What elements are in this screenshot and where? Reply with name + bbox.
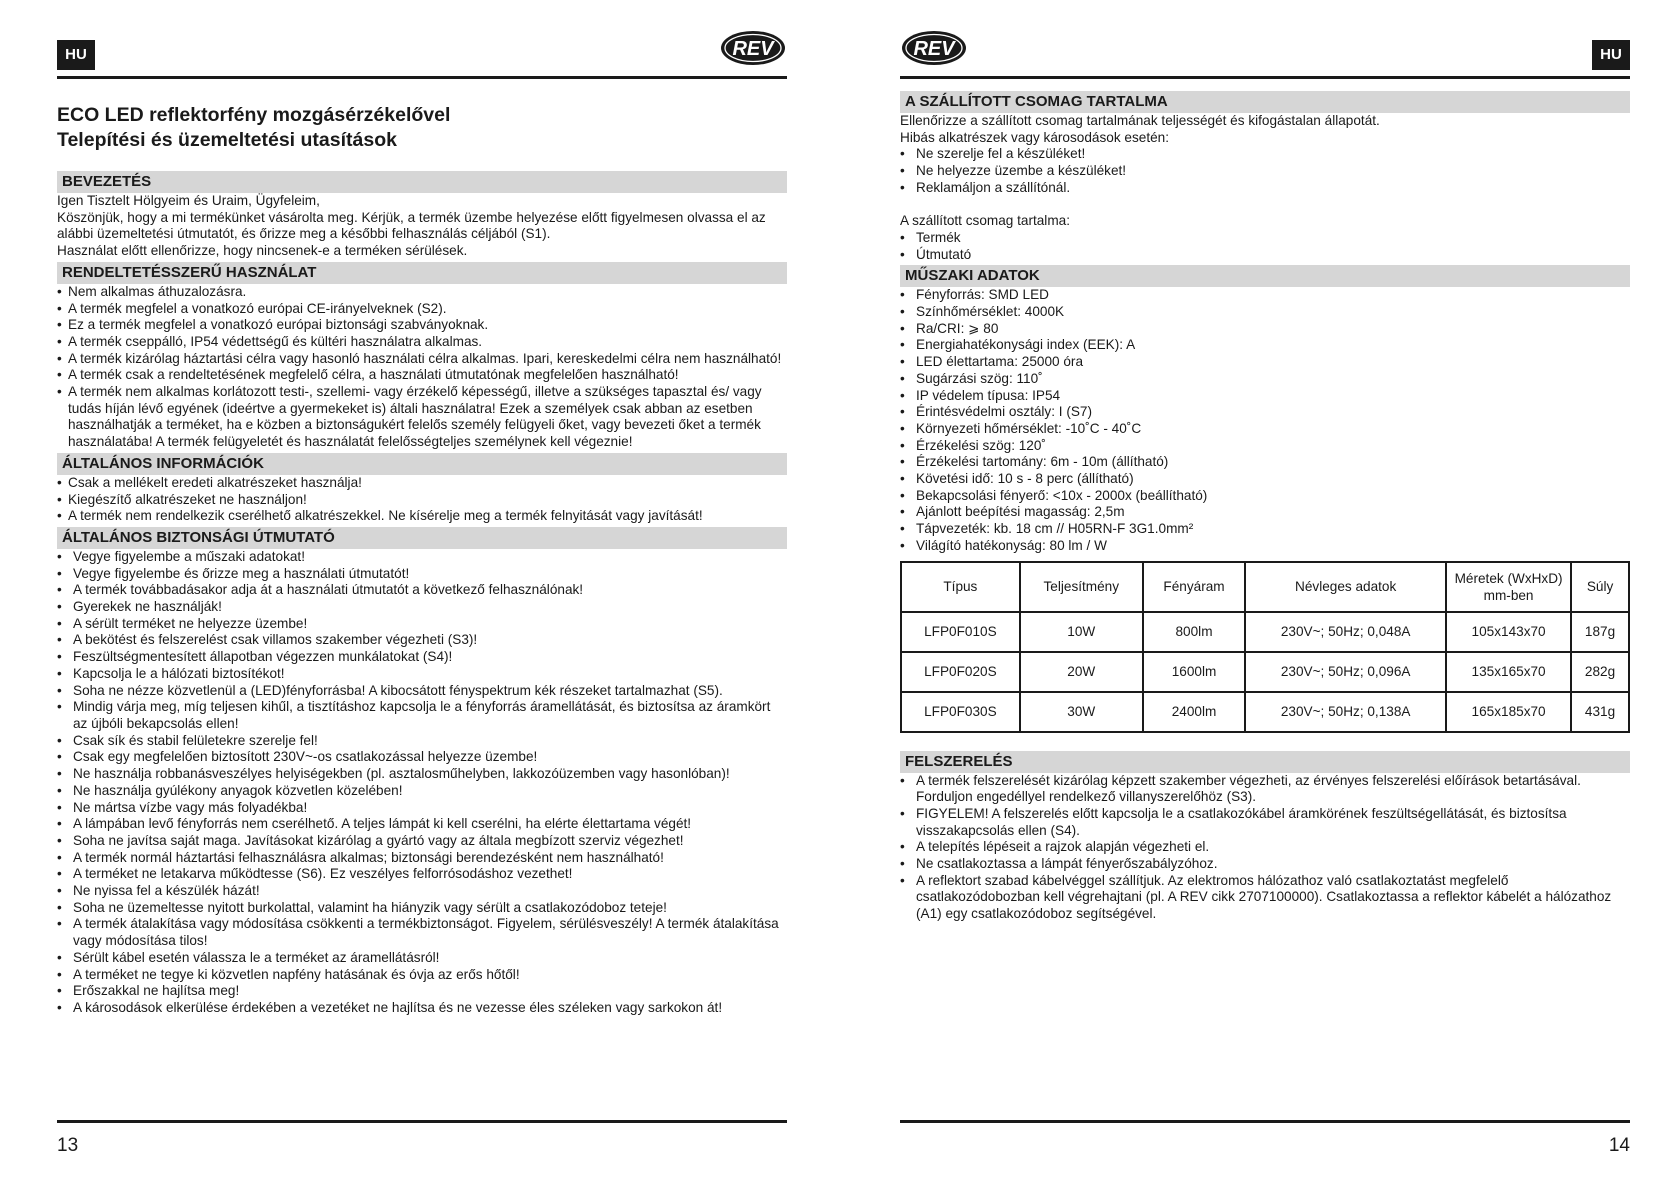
page-header <box>900 0 1630 79</box>
intro-line: Igen Tisztelt Hölgyeim és Uraim, Ügyfeleim, <box>57 193 320 208</box>
list-item: • Ne helyezze üzembe a készüléket! <box>900 163 1630 180</box>
table-cell: 187g <box>1571 612 1629 652</box>
list-item: • Soha ne javítsa saját maga. Javításokat kizárólag a gyártó vagy az általa megbízott szerviz végezhet! <box>57 833 787 850</box>
section-heading-tech: MŰSZAKI ADATOK <box>900 265 1630 287</box>
list-item: • Érintésvédelmi osztály: I (S7) <box>900 404 1630 421</box>
list-item: • A bekötést és felszerelést csak villamos szakember végezheti (S3)! <box>57 632 787 649</box>
table-row <box>901 652 1629 692</box>
package-line: Hibás alkatrészek vagy károsodások esetén: <box>900 129 1169 145</box>
table-cell: 20W <box>1020 652 1143 692</box>
table-row <box>901 612 1629 652</box>
table-cell: 800lm <box>1143 612 1245 652</box>
package-line: Ellenőrizze a szállított csomag tartalmának teljességét és kifogástalan állapotát. <box>900 113 1380 128</box>
list-item: • A károsodások elkerülése érdekében a vezetéket ne hajlítsa és ne vezesse éles széleken vagy sarkokon át! <box>57 1000 787 1017</box>
table-cell: 165x185x70 <box>1446 692 1571 732</box>
contents-list <box>900 230 1630 263</box>
list-item: • A termék csak a rendeltetésének megfelelő célra, a használati útmutatónak megfelelően használható! <box>57 367 787 384</box>
logo-text: REV <box>913 38 955 60</box>
list-item: • A sérült terméket ne helyezze üzembe! <box>57 616 787 633</box>
table-cell: LFP0F010S <box>901 612 1020 652</box>
list-item: • Sérült kábel esetén válassza le a terméket az áramellátásról! <box>57 950 787 967</box>
column-header: Fényáram <box>1143 562 1245 612</box>
left-page <box>57 0 787 1191</box>
table-cell: 431g <box>1571 692 1629 732</box>
column-header: Teljesítmény <box>1020 562 1143 612</box>
list-item: • Csak a mellékelt eredeti alkatrészeket használja! <box>57 475 787 492</box>
section-heading-package: A SZÁLLÍTOTT CSOMAG TARTALMA <box>900 91 1630 113</box>
list-item: • Ne nyissa fel a készülék házát! <box>57 883 787 900</box>
list-item: • Termék <box>900 230 1630 247</box>
list-item: • Fényforrás: SMD LED <box>900 287 1630 304</box>
safety-list <box>57 549 787 1017</box>
mounting-list <box>900 773 1630 923</box>
damage-list <box>900 146 1630 196</box>
table-cell: 105x143x70 <box>1446 612 1571 652</box>
table-cell: 2400lm <box>1143 692 1245 732</box>
list-item: • A lámpában levő fényforrás nem cserélhető. A teljes lámpát ki kell cserélni, ha elérte élettartama végét! <box>57 816 787 833</box>
general-info-list <box>57 475 787 525</box>
list-item: • Tápvezeték: kb. 18 cm // H05RN-F 3G1.0mm² <box>900 521 1630 538</box>
page-footer <box>900 1120 1630 1156</box>
right-page <box>900 0 1630 1191</box>
list-item: • A termék felszerelését kizárólag képzett szakember végezheti, az érvényes felszerelési előírások betartásával. Forduljon engedéllyel rendelkező villanyszerelőhöz (S3). <box>900 773 1630 806</box>
list-item: • A reflektort szabad kábelvéggel szállítjuk. Az elektromos hálózathoz való csatlakoztatást megfelelő csatlakozódobozban kell végrehajtani (pl. A REV cikk 2707100000). Csatlakoztassa a reflektor kábelét a hálózathoz (A1) egy csatlakozódoboz segítségével. <box>900 873 1630 923</box>
title-line-2: Telepítési és üzemeltetési utasítások <box>57 129 397 151</box>
table-cell: 135x165x70 <box>1446 652 1571 692</box>
list-item: • Érzékelési tartomány: 6m - 10m (állítható) <box>900 454 1630 471</box>
list-item: • Útmutató <box>900 247 1630 264</box>
list-item: • A telepítés lépéseit a rajzok alapján végezheti el. <box>900 839 1630 856</box>
list-item: • Környezeti hőmérséklet: -10˚C - 40˚C <box>900 421 1630 438</box>
section-heading-intended-use: RENDELTETÉSSZERŰ HASZNÁLAT <box>57 262 787 284</box>
contents-label: A szállított csomag tartalma: <box>900 213 1070 229</box>
page-footer <box>57 1120 787 1156</box>
section-heading-general-info: ÁLTALÁNOS INFORMÁCIÓK <box>57 453 787 475</box>
page-number: 14 <box>1608 1135 1630 1156</box>
page-header <box>57 0 787 79</box>
list-item: • Kapcsolja le a hálózati biztosítékot! <box>57 666 787 683</box>
table-cell: 230V~; 50Hz; 0,138A <box>1245 692 1446 732</box>
intended-use-list <box>57 284 787 451</box>
list-item: • Energiahatékonysági index (EEK): A <box>900 337 1630 354</box>
intro-line: Használat előtt ellenőrizze, hogy nincsenek-e a terméken sérülések. <box>57 243 468 259</box>
list-item: • Világító hatékonyság: 80 lm / W <box>900 538 1630 555</box>
list-item: • Csak sík és stabil felületekre szerelje fel! <box>57 733 787 750</box>
list-item: • Érzékelési szög: 120˚ <box>900 438 1630 455</box>
list-item: • A termék normál háztartási felhasználásra alkalmas; biztonsági berendezésként nem használható! <box>57 850 787 867</box>
list-item: • Reklamáljon a szállítónál. <box>900 180 1630 197</box>
list-item: • A termék cseppálló, IP54 védettségű és kültéri használatra alkalmas. <box>57 334 787 351</box>
table-cell: 282g <box>1571 652 1629 692</box>
list-item: • Gyerekek ne használják! <box>57 599 787 616</box>
list-item: • Kiegészítő alkatrészeket ne használjon! <box>57 492 787 509</box>
list-item: • Soha ne üzemeltesse nyitott burkolattal, valamint ha hiányzik vagy sérült a csatlakozódoboz teteje! <box>57 900 787 917</box>
table-row <box>901 692 1629 732</box>
language-badge: HU <box>57 40 95 70</box>
list-item: • Vegye figyelembe a műszaki adatokat! <box>57 549 787 566</box>
page-number: 13 <box>57 1135 79 1156</box>
table-cell: 1600lm <box>1143 652 1245 692</box>
list-item: • Mindig várja meg, míg teljesen kihűl, a tisztításhoz kapcsolja le a fényforrás áramellátását, és biztosítsa az áramkört az újbóli bekapcsolás ellen! <box>57 699 787 732</box>
list-item: • Ez a termék megfelel a vonatkozó európai biztonsági szabványoknak. <box>57 317 787 334</box>
list-item: • Sugárzási szög: 110˚ <box>900 371 1630 388</box>
list-item: • A termék kizárólag háztartási célra vagy hasonló használati célra alkalmas. Ipari, kereskedelmi célra nem használható! <box>57 351 787 368</box>
list-item: • Ra/CRI: ⩾ 80 <box>900 321 1630 338</box>
list-item: • Ne használja gyúlékony anyagok közvetlen közelében! <box>57 783 787 800</box>
list-item: • Ne használja robbanásveszélyes helyiségekben (pl. asztalosműhelyben, lakkozóüzemben vagy hasonlóban)! <box>57 766 787 783</box>
language-badge: HU <box>1592 40 1630 70</box>
logo-text: REV <box>732 38 774 60</box>
table-cell: 230V~; 50Hz; 0,048A <box>1245 612 1446 652</box>
table-cell: 230V~; 50Hz; 0,096A <box>1245 652 1446 692</box>
rev-logo <box>900 28 968 68</box>
list-item: • A termék továbbadásakor adja át a használati útmutatót a következő felhasználónak! <box>57 582 787 599</box>
list-item: • A termék nem alkalmas korlátozott testi-, szellemi- vagy érzékelő képességű, illetve a szükséges tapasztal és/ vagy tudás híján lévő egyének (ideértve a gyermekeket is) általi használatra! Ezek a személyek csak abban az esetben használhatják a terméket, ha e közben a biztonságukért felelős személy felügyeli őket, vagy bevezeti őket a termék használatába! A termék felügyeletét és használatát felelősségteljes személynek kell végeznie! <box>57 384 787 451</box>
table-cell: LFP0F020S <box>901 652 1020 692</box>
table-cell: 10W <box>1020 612 1143 652</box>
table-header-row <box>901 562 1629 612</box>
list-item: • A termék átalakítása vagy módosítása csökkenti a termékbiztonságot. Figyelem, sérülésveszély! A termék átalakítása vagy módosítása tilos! <box>57 916 787 949</box>
list-item: • Erőszakkal ne hajlítsa meg! <box>57 983 787 1000</box>
table-cell: 30W <box>1020 692 1143 732</box>
section-heading-safety: ÁLTALÁNOS BIZTONSÁGI ÚTMUTATÓ <box>57 527 787 549</box>
list-item: • Feszültségmentesített állapotban végezzen munkálatokat (S4)! <box>57 649 787 666</box>
list-item: • Ajánlott beépítési magasság: 2,5m <box>900 504 1630 521</box>
list-item: • Követési idő: 10 s - 8 perc (állítható) <box>900 471 1630 488</box>
list-item: • Színhőmérséklet: 4000K <box>900 304 1630 321</box>
list-item: • Ne mártsa vízbe vagy más folyadékba! <box>57 800 787 817</box>
list-item: • Ne szerelje fel a készüléket! <box>900 146 1630 163</box>
list-item: • Bekapcsolási fényerő: <10x - 2000x (beállítható) <box>900 488 1630 505</box>
list-item: • Vegye figyelembe és őrizze meg a használati útmutatót! <box>57 566 787 583</box>
document-title <box>57 103 787 153</box>
list-item: • Nem alkalmas áthuzalozásra. <box>57 284 787 301</box>
column-header: Típus <box>901 562 1020 612</box>
section-heading-intro: BEVEZETÉS <box>57 171 787 193</box>
list-item: • A terméket ne tegye ki közvetlen napfény hatásának és óvja az erős hőtől! <box>57 967 787 984</box>
column-header: Méretek (WxHxD) mm-ben <box>1446 562 1571 612</box>
list-item: • Csak egy megfelelően biztosított 230V~-os csatlakozással helyezze üzembe! <box>57 749 787 766</box>
column-header: Névleges adatok <box>1245 562 1446 612</box>
section-heading-mounting: FELSZERELÉS <box>900 751 1630 773</box>
spec-table <box>900 561 1630 733</box>
list-item: • A termék megfelel a vonatkozó európai CE-irányelveknek (S2). <box>57 301 787 318</box>
title-line-1: ECO LED reflektorfény mozgásérzékelővel <box>57 104 451 126</box>
list-item: • A termék nem rendelkezik cserélhető alkatrészekkel. Ne kísérelje meg a termék felnyitását vagy javítását! <box>57 508 787 525</box>
list-item: • A terméket ne letakarva működtesse (S6). Ez veszélyes felforrósodáshoz vezethet! <box>57 866 787 883</box>
table-cell: LFP0F030S <box>901 692 1020 732</box>
intro-line: Köszönjük, hogy a mi termékünket vásárolta meg. Kérjük, a termék üzembe helyezése előtt figyelmesen olvassa el az alábbi üzemeltetési útmutatót, és őrizze meg a későbbi felhasználás céljából (S1). <box>57 209 766 242</box>
list-item: • LED élettartama: 25000 óra <box>900 354 1630 371</box>
tech-list <box>900 287 1630 554</box>
list-item: • Ne csatlakoztassa a lámpát fényerőszabályzóhoz. <box>900 856 1630 873</box>
rev-logo <box>719 28 787 68</box>
list-item: • IP védelem típusa: IP54 <box>900 388 1630 405</box>
list-item: • Soha ne nézze közvetlenül a (LED)fényforrásba! A kibocsátott fényspektrum kék részeket tartalmazhat (S5). <box>57 683 787 700</box>
list-item: • FIGYELEM! A felszerelés előtt kapcsolja le a csatlakozókábel áramkörének feszültségellátását, és biztosítsa visszakapcsolás ellen (S4). <box>900 806 1630 839</box>
column-header: Súly <box>1571 562 1629 612</box>
